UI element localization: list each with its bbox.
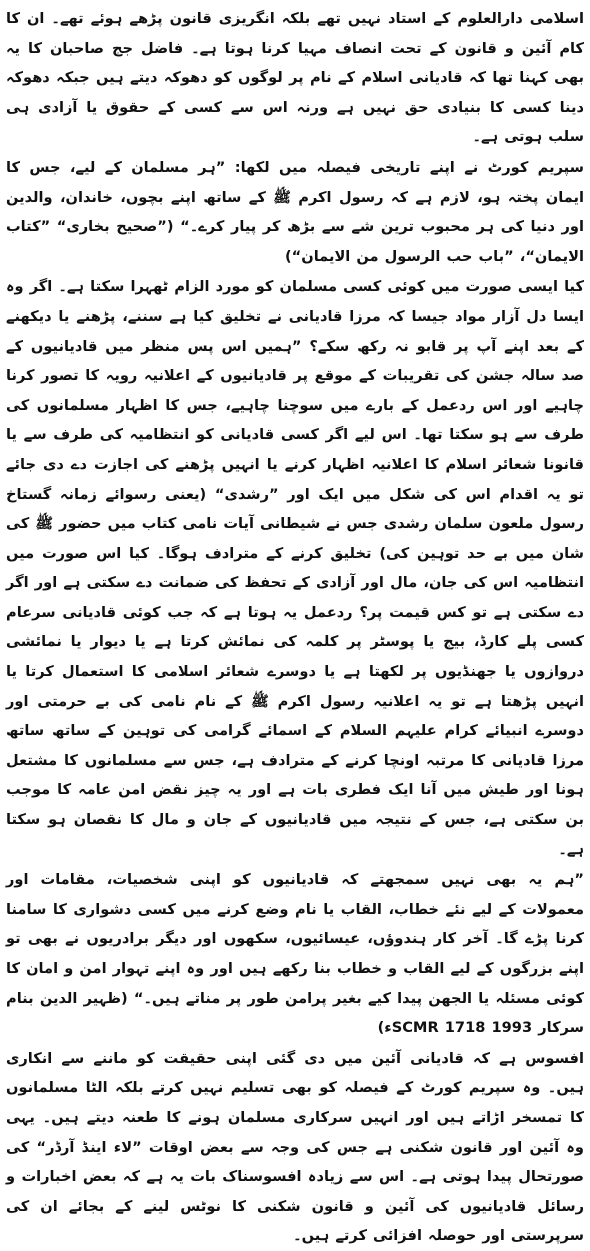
paragraph-2-text: سپریم کورٹ نے اپنے تاریخی فیصلہ میں لکھا: ”ہر مسلمان کے لیے، جس کا ایمان پختہ ہو، لازم ہے کہ رسول اکرم ﷺ کے ساتھ اپنے بچوں، خاندان، والدین اور دنیا کی ہر محبوب ترین شے سے بڑھ کر پیار کرے۔“ (”صحیح بخاری“ ”کتاب الایمان“، ”باب حب الرسول من الایمان“): [6, 158, 584, 265]
court-citation: (ظہیر الدین بنام سرکار 1993 SCMR 1718ء): [6, 989, 584, 1037]
paragraph-1-text: اسلامی دارالعلوم کے استاد نہیں تھے بلکہ انگریزی قانون پڑھے ہوئے تھے۔ ان کا کام آئین و قانون کے تحت انصاف مہیا کرنا ہوتا ہے۔ فاضل جج صاحبان کا یہ بھی کہنا تھا کہ قادیانی اسلام کے نام پر لوگوں کو دھوکہ دیتے ہیں جبکہ دھوکہ دینا کسی کا بنیادی حق نہیں ہے ورنہ اس سے کسی کے حقوق یا آزادی ہی سلب ہوتی ہے۔: [6, 10, 584, 146]
paragraph-5: [6, 1044, 584, 1251]
paragraph-3-text: کیا ایسی صورت میں کوئی کسی مسلمان کو مورد الزام ٹھہرا سکتا ہے۔ اگر وہ ایسا دل آزار مواد جیسا کہ مرزا قادیانی نے تخلیق کیا ہے سننے، پڑھنے یا دیکھنے کے بعد اپنے آپ پر قابو نہ رکھ سکے؟ ”ہمیں اس پس منظر میں قادیانیوں کے صد سالہ جشن کی تقریبات کے موقع پر قادیانیوں کے اعلانیہ رویہ کا تصور کرنا چاہیے اور اس ردعمل کے بارے میں سوچنا چاہیے، جس کا اظہار مسلمانوں کی طرف سے ہو سکتا تھا۔ اس لیے اگر کسی قادیانی کو انتظامیہ کی طرف سے یا قانونا شعائر اسلام کا اعلانیہ اظہار کرنے یا انہیں پڑھنے کی اجازت دے دی جائے تو یہ اقدام اس کی شکل میں ایک اور ”رشدی“ (یعنی رسوائے زمانہ گستاخ رسول ملعون سلمان رشدی جس نے شیطانی آیات نامی کتاب میں حضور ﷺ کی شان میں بے حد توہین کی) تخلیق کرنے کے مترادف ہوگا۔ کیا اس صورت میں انتظامیہ اس کی جان، مال اور آزادی کے تحفظ کی ضمانت دے سکتی ہے اور اگر دے سکتی ہے تو کس قیمت پر؟ ردعمل یہ ہوتا ہے کہ جب کوئی قادیانی سرعام کسی پلے کارڈ، بیج یا پوسٹر پر کلمہ کی نمائش کرتا ہے یا دیوار یا نمائشی دروازوں یا جھنڈیوں پر لکھتا ہے یا دوسرے شعائر اسلامی کا استعمال کرتا یا انہیں پڑھتا ہے تو یہ اعلانیہ رسول اکرم ﷺ کے نام نامی کی بے حرمتی اور دوسرے انبیائے کرام علیہم السلام کے اسمائے گرامی کی توہین کے ساتھ ساتھ مرزا قادیانی کا مرتبہ اونچا کرنے کے مترادف ہے، جس سے مسلمانوں کا مشتعل ہونا اور طیش میں آنا ایک فطری بات ہے اور یہ چیز نقض امن عامہ کا موجب بن سکتی ہے، جس کے نتیجہ میں قادیانیوں کے جان و مال کا نقصان ہو سکتا ہے۔: [6, 278, 584, 858]
paragraph-1: [6, 4, 584, 152]
paragraph-5-text: افسوس ہے کہ قادیانی آئین میں دی گئی اپنی حقیقت کو ماننے سے انکاری ہیں۔ وہ سپریم کورٹ کے فیصلہ کو بھی تسلیم نہیں کرتے بلکہ الٹا مسلمانوں کا تمسخر اڑاتے ہیں اور انہیں سرکاری مسلمان ہونے کا طعنہ دیتے ہیں۔ یہی وہ آئین اور قانون شکنی ہے جس کی وجہ سے بعض اوقات ”لاء اینڈ آرڈر“ کی صورتحال پیدا ہوتی ہے۔ اس سے زیادہ افسوسناک بات یہ ہے کہ بعض اخبارات و رسائل قادیانیوں کی آئین و قانون شکنی کا نوٹس لینے کے بجائے ان کی سرپرستی اور حوصلہ افزائی کرتے ہیں۔: [6, 1049, 584, 1245]
paragraph-4: [6, 865, 584, 1043]
paragraph-3: [6, 272, 584, 864]
paragraph-4-text: ”ہم یہ بھی نہیں سمجھتے کہ قادیانیوں کو اپنی شخصیات، مقامات اور معمولات کے لیے نئے خطاب، القاب یا نام وضع کرنے میں کسی دشواری کا سامنا کرنا پڑے گا۔ آخر کار ہندوؤں، عیسائیوں، سکھوں اور دیگر برادریوں نے بھی تو اپنے بزرگوں کے لیے القاب و خطاب بنا رکھے ہیں اور وہ اپنے تہوار امن و امان کا کوئی مسئلہ یا الجھن پیدا کیے بغیر پرامن طور پر مناتے ہیں۔“: [6, 871, 584, 1007]
paragraph-2: [6, 153, 584, 271]
